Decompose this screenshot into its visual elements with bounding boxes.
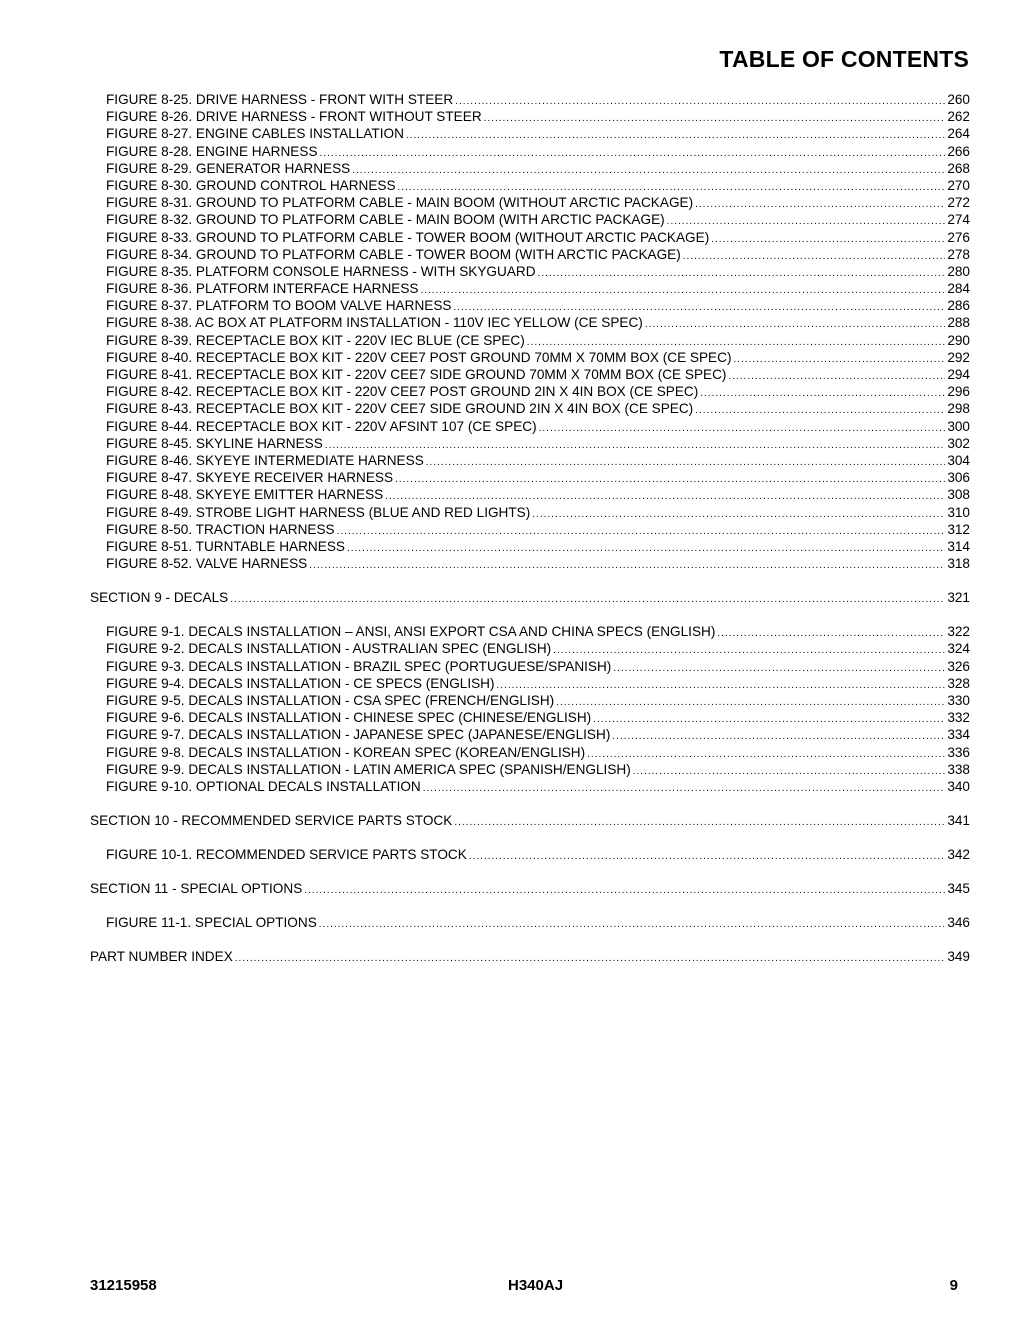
toc-entry-label: FIGURE 8-48. SKYEYE EMITTER HARNESS <box>106 487 384 503</box>
dot-leader <box>532 506 945 523</box>
dot-leader <box>645 316 945 333</box>
toc-entry-page: 264 <box>947 126 970 142</box>
dot-leader <box>352 162 945 179</box>
toc-spacer <box>90 829 970 846</box>
dot-leader <box>717 625 945 642</box>
toc-figure-entry[interactable] <box>90 623 970 640</box>
toc-entry-page: 342 <box>947 847 970 863</box>
toc-entry-label: SECTION 11 - SPECIAL OPTIONS <box>90 881 303 897</box>
toc-entry-page: 266 <box>947 143 970 159</box>
dot-leader <box>695 196 945 213</box>
toc-figure-entry[interactable] <box>90 108 970 125</box>
toc-figure-entry[interactable] <box>90 778 970 795</box>
dot-leader <box>728 368 945 385</box>
toc-entry-label: FIGURE 8-42. RECEPTACLE BOX KIT - 220V CEE7 POST GROUND 2IN X 4IN BOX (CE SPEC) <box>106 384 699 400</box>
dot-leader <box>683 248 946 265</box>
toc-entry-page: 288 <box>947 315 970 331</box>
toc-entry-label: FIGURE 8-31. GROUND TO PLATFORM CABLE - MAIN BOOM (WITHOUT ARCTIC PACKAGE) <box>106 195 694 211</box>
model-name: H340AJ <box>508 1277 564 1294</box>
toc-figure-entry[interactable] <box>90 744 970 761</box>
toc-figure-entry[interactable] <box>90 349 970 366</box>
toc-figure-entry[interactable] <box>90 504 970 521</box>
toc-figure-entry[interactable] <box>90 366 970 383</box>
toc-entry-label: FIGURE 8-46. SKYEYE INTERMEDIATE HARNESS <box>106 452 424 468</box>
dot-leader <box>553 642 945 659</box>
toc-entry-page: 304 <box>947 452 970 468</box>
toc-figure-entry[interactable] <box>90 211 970 228</box>
dot-leader <box>455 93 945 110</box>
toc-entry-label: FIGURE 9-2. DECALS INSTALLATION - AUSTRALIAN SPEC (ENGLISH) <box>106 641 552 657</box>
dot-leader <box>469 848 946 865</box>
dot-leader <box>539 420 946 437</box>
toc-figure-entry[interactable] <box>90 143 970 160</box>
dot-leader <box>613 660 945 677</box>
dot-leader <box>497 677 946 694</box>
toc-entry-page: 340 <box>947 778 970 794</box>
dot-leader <box>593 711 945 728</box>
toc-entry-page: 306 <box>947 470 970 486</box>
toc-section-entry[interactable] <box>90 589 970 606</box>
toc-entry-label: FIGURE 8-27. ENGINE CABLES INSTALLATION <box>106 126 404 142</box>
toc-entry-label: FIGURE 8-29. GENERATOR HARNESS <box>106 160 351 176</box>
toc-entry-page: 284 <box>947 281 970 297</box>
toc-entry-label: FIGURE 9-9. DECALS INSTALLATION - LATIN AMERICA SPEC (SPANISH/ENGLISH) <box>106 761 631 777</box>
toc-entry-label: FIGURE 9-3. DECALS INSTALLATION - BRAZIL SPEC (PORTUGUESE/SPANISH) <box>106 658 612 674</box>
toc-figure-entry[interactable] <box>90 726 970 743</box>
toc-entry-page: 321 <box>947 590 970 606</box>
toc-entry-page: 338 <box>947 761 970 777</box>
toc-entry-label: FIGURE 8-26. DRIVE HARNESS - FRONT WITHOUT STEER <box>106 109 482 125</box>
dot-leader <box>711 231 945 248</box>
toc-figure-entry[interactable] <box>90 486 970 503</box>
toc-entry-label: FIGURE 8-41. RECEPTACLE BOX KIT - 220V CEE7 SIDE GROUND 70MM X 70MM BOX (CE SPEC) <box>106 367 727 382</box>
toc-entry-label: SECTION 9 - DECALS <box>90 590 229 606</box>
dot-leader <box>454 814 945 831</box>
toc-spacer <box>90 606 970 623</box>
dot-leader <box>320 145 946 162</box>
toc-entry-label: FIGURE 9-6. DECALS INSTALLATION - CHINESE SPEC (CHINESE/ENGLISH) <box>106 710 592 726</box>
toc-entry-label: FIGURE 11-1. SPECIAL OPTIONS <box>106 915 317 931</box>
toc-figure-entry[interactable] <box>90 263 970 280</box>
dot-leader <box>484 110 946 127</box>
dot-leader <box>395 471 945 488</box>
toc-figure-entry[interactable] <box>90 194 970 211</box>
dot-leader <box>406 127 945 144</box>
toc-section-entry[interactable] <box>90 948 970 965</box>
toc-figure-entry[interactable] <box>90 332 970 349</box>
toc-entry-page: 260 <box>947 92 970 107</box>
page-number: 9 <box>949 1277 958 1294</box>
toc-entry-label: FIGURE 9-4. DECALS INSTALLATION - CE SPECS (ENGLISH) <box>106 675 495 691</box>
dot-leader <box>309 557 945 574</box>
toc-entry-page: 296 <box>947 384 970 400</box>
toc-entry-page: 310 <box>947 504 970 520</box>
toc-figure-entry[interactable] <box>90 91 970 108</box>
toc-entry-label: FIGURE 8-30. GROUND CONTROL HARNESS <box>106 177 396 193</box>
toc-entry-page: 308 <box>947 487 970 503</box>
toc-entry-page: 276 <box>947 229 970 245</box>
toc-entry-label: FIGURE 8-28. ENGINE HARNESS <box>106 143 318 159</box>
toc-entry-page: 312 <box>947 521 970 537</box>
toc-entry-page: 345 <box>947 881 970 897</box>
dot-leader <box>700 385 945 402</box>
table-of-contents <box>90 91 970 965</box>
toc-figure-entry[interactable] <box>90 418 970 435</box>
toc-entry-page: 336 <box>947 744 970 760</box>
toc-entry-label: FIGURE 10-1. RECOMMENDED SERVICE PARTS STOCK <box>106 847 467 863</box>
toc-figure-entry[interactable] <box>90 521 970 538</box>
page-footer <box>90 1277 958 1297</box>
dot-leader <box>230 591 945 608</box>
toc-entry-label: FIGURE 9-10. OPTIONAL DECALS INSTALLATION <box>106 778 421 794</box>
toc-section-entry[interactable] <box>90 880 970 897</box>
toc-entry-label: FIGURE 8-50. TRACTION HARNESS <box>106 521 335 537</box>
toc-figure-entry[interactable] <box>90 555 970 572</box>
toc-entry-label: FIGURE 8-44. RECEPTACLE BOX KIT - 220V AFSINT 107 (CE SPEC) <box>106 418 537 434</box>
toc-section-entry[interactable] <box>90 812 970 829</box>
toc-figure-entry[interactable] <box>90 400 970 417</box>
toc-entry-label: FIGURE 8-52. VALVE HARNESS <box>106 556 308 572</box>
dot-leader <box>319 916 946 933</box>
toc-figure-entry[interactable] <box>90 435 970 452</box>
toc-entry-label: FIGURE 8-39. RECEPTACLE BOX KIT - 220V IEC BLUE (CE SPEC) <box>106 332 525 348</box>
dot-leader <box>538 265 946 282</box>
toc-figure-entry[interactable] <box>90 469 970 486</box>
toc-entry-label: FIGURE 9-1. DECALS INSTALLATION – ANSI, ANSI EXPORT CSA AND CHINA SPECS (ENGLISH) <box>106 624 716 640</box>
toc-entry-page: 349 <box>947 949 970 965</box>
toc-entry-label: FIGURE 8-47. SKYEYE RECEIVER HARNESS <box>106 470 394 486</box>
toc-entry-page: 326 <box>947 658 970 674</box>
toc-entry-page: 341 <box>947 812 970 828</box>
toc-figure-entry[interactable] <box>90 280 970 297</box>
toc-spacer <box>90 795 970 812</box>
toc-entry-label: FIGURE 8-36. PLATFORM INTERFACE HARNESS <box>106 281 419 297</box>
toc-entry-label: FIGURE 8-49. STROBE LIGHT HARNESS (BLUE AND RED LIGHTS) <box>106 504 531 520</box>
toc-figure-entry[interactable] <box>90 160 970 177</box>
toc-entry-label: FIGURE 8-34. GROUND TO PLATFORM CABLE - TOWER BOOM (WITH ARCTIC PACKAGE) <box>106 246 681 262</box>
toc-entry-label: FIGURE 9-7. DECALS INSTALLATION - JAPANESE SPEC (JAPANESE/ENGLISH) <box>106 727 611 743</box>
toc-figure-entry[interactable] <box>90 846 970 863</box>
toc-entry-page: 286 <box>947 298 970 314</box>
toc-entry-page: 262 <box>947 109 970 125</box>
toc-figure-entry[interactable] <box>90 297 970 314</box>
toc-figure-entry[interactable] <box>90 675 970 692</box>
toc-entry-page: 324 <box>947 641 970 657</box>
toc-entry-page: 272 <box>947 195 970 211</box>
toc-entry-label: FIGURE 8-51. TURNTABLE HARNESS <box>106 538 345 554</box>
toc-figure-entry[interactable] <box>90 314 970 331</box>
toc-entry-page: 328 <box>947 675 970 691</box>
toc-figure-entry[interactable] <box>90 383 970 400</box>
toc-figure-entry[interactable] <box>90 538 970 555</box>
toc-spacer <box>90 572 970 589</box>
toc-entry-page: 322 <box>947 624 970 640</box>
toc-figure-entry[interactable] <box>90 125 970 142</box>
toc-entry-page: 292 <box>947 349 970 365</box>
toc-figure-entry[interactable] <box>90 914 970 931</box>
dot-leader <box>423 780 946 797</box>
toc-entry-label: FIGURE 8-37. PLATFORM TO BOOM VALVE HARNESS <box>106 298 452 314</box>
toc-entry-label: SECTION 10 - RECOMMENDED SERVICE PARTS STOCK <box>90 812 453 828</box>
page-title: TABLE OF CONTENTS <box>719 46 969 72</box>
toc-entry-page: 294 <box>947 367 970 382</box>
dot-leader <box>633 763 946 780</box>
toc-entry-page: 268 <box>947 160 970 176</box>
dot-leader <box>420 282 945 299</box>
toc-figure-entry[interactable] <box>90 761 970 778</box>
toc-entry-page: 274 <box>947 212 970 228</box>
toc-entry-page: 300 <box>947 418 970 434</box>
dot-leader <box>612 728 945 745</box>
toc-entry-page: 332 <box>947 710 970 726</box>
toc-figure-entry[interactable] <box>90 452 970 469</box>
toc-entry-label: FIGURE 8-45. SKYLINE HARNESS <box>106 435 323 451</box>
toc-entry-label: FIGURE 8-35. PLATFORM CONSOLE HARNESS - WITH SKYGUARD <box>106 263 536 279</box>
toc-entry-label: FIGURE 8-40. RECEPTACLE BOX KIT - 220V CEE7 POST GROUND 70MM X 70MM BOX (CE SPEC) <box>106 349 732 365</box>
dot-leader <box>304 882 945 899</box>
dot-leader <box>426 454 946 471</box>
document-number: 31215958 <box>90 1277 157 1294</box>
toc-figure-entry[interactable] <box>90 658 970 675</box>
toc-figure-entry[interactable] <box>90 246 970 263</box>
toc-entry-page: 278 <box>947 246 970 262</box>
toc-entry-label: FIGURE 9-8. DECALS INSTALLATION - KOREAN SPEC (KOREAN/ENGLISH) <box>106 744 586 760</box>
toc-spacer <box>90 931 970 948</box>
toc-entry-page: 318 <box>947 556 970 572</box>
toc-entry-page: 330 <box>947 692 970 708</box>
toc-spacer <box>90 863 970 880</box>
toc-figure-entry[interactable] <box>90 640 970 657</box>
toc-entry-page: 270 <box>947 177 970 193</box>
toc-entry-label: FIGURE 8-43. RECEPTACLE BOX KIT - 220V CEE7 SIDE GROUND 2IN X 4IN BOX (CE SPEC) <box>106 401 694 417</box>
toc-entry-page: 302 <box>947 435 970 451</box>
toc-entry-label: FIGURE 8-38. AC BOX AT PLATFORM INSTALLATION - 110V IEC YELLOW (CE SPEC) <box>106 315 643 331</box>
toc-entry-page: 290 <box>947 332 970 348</box>
toc-figure-entry[interactable] <box>90 709 970 726</box>
toc-entry-page: 280 <box>947 263 970 279</box>
toc-entry-page: 334 <box>947 727 970 743</box>
toc-entry-page: 298 <box>947 401 970 417</box>
dot-leader <box>347 540 945 557</box>
toc-entry-label: FIGURE 9-5. DECALS INSTALLATION - CSA SPEC (FRENCH/ENGLISH) <box>106 692 555 708</box>
toc-entry-label: FIGURE 8-25. DRIVE HARNESS - FRONT WITH STEER <box>106 92 454 107</box>
toc-figure-entry[interactable] <box>90 692 970 709</box>
toc-entry-label: FIGURE 8-32. GROUND TO PLATFORM CABLE - MAIN BOOM (WITH ARCTIC PACKAGE) <box>106 212 665 228</box>
toc-entry-label: FIGURE 8-33. GROUND TO PLATFORM CABLE - TOWER BOOM (WITHOUT ARCTIC PACKAGE) <box>106 229 710 245</box>
toc-entry-page: 314 <box>947 538 970 554</box>
dot-leader <box>556 694 945 711</box>
toc-spacer <box>90 897 970 914</box>
toc-entry-label: PART NUMBER INDEX <box>90 949 233 965</box>
dot-leader <box>235 950 946 967</box>
dot-leader <box>695 402 945 419</box>
toc-entry-page: 346 <box>947 915 970 931</box>
dot-leader <box>587 746 945 763</box>
toc-figure-entry[interactable] <box>90 177 970 194</box>
dot-leader <box>733 351 945 368</box>
dot-leader <box>337 523 946 540</box>
toc-figure-entry[interactable] <box>90 229 970 246</box>
